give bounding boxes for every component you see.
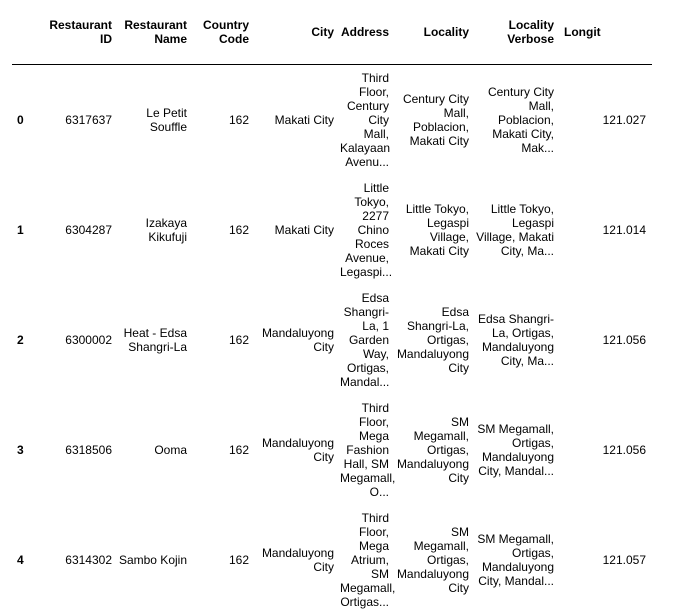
cell-locality-verbose: Edsa Shangri-La, Ortigas, Mandaluyong City, Ma... (477, 312, 554, 368)
cell-country-code: 162 (228, 223, 249, 237)
cell-address: Little Tokyo, 2277 Chino Roces Avenue, Legaspi... (340, 181, 393, 279)
cell-locality: Edsa Shangri-La, Ortigas, Mandaluyong City (396, 305, 469, 375)
cell-longitude: 121.057 (602, 553, 646, 567)
row-index: 1 (17, 223, 24, 237)
cell-longitude: 121.056 (602, 333, 646, 347)
cell-restaurant-name: Sambo Kojin (118, 553, 187, 567)
row-index: 2 (17, 333, 24, 347)
header-restaurant-name: Restaurant Name (118, 0, 193, 65)
cell-country-code: 162 (228, 333, 249, 347)
cell-city: Mandaluyong City (261, 546, 334, 574)
cell-city: Makati City (274, 223, 334, 237)
dataframe-output (12, 0, 646, 609)
cell-country-code: 162 (228, 443, 249, 457)
cell-restaurant-id: 6317637 (65, 113, 112, 127)
cell-city: Makati City (274, 113, 334, 127)
dataframe-table (12, 0, 652, 615)
cell-address: Third Floor, Mega Atrium, SM Megamall, Ortigas... (340, 511, 396, 609)
cell-restaurant-id: 6300002 (65, 333, 112, 347)
cell-address: Third Floor, Century City Mall, Kalayaan Avenu... (340, 71, 391, 169)
header-locality-verbose: Locality Verbose (475, 0, 560, 65)
cell-address: Third Floor, Mega Fashion Hall, SM Megamall, O... (340, 401, 396, 499)
row-index: 4 (17, 553, 24, 567)
cell-city: Mandaluyong City (261, 436, 334, 464)
row-index: 0 (17, 113, 24, 127)
cell-locality-verbose: SM Megamall, Ortigas, Mandaluyong City, Mandal... (477, 532, 554, 588)
header-restaurant-id: Restaurant ID (36, 0, 118, 65)
header-address: Address (340, 0, 395, 65)
cell-restaurant-name: Le Petit Souffle (146, 106, 187, 134)
table-row (12, 395, 652, 505)
cell-longitude: 121.014 (602, 223, 646, 237)
cell-restaurant-id: 6314302 (65, 553, 112, 567)
cell-locality: Little Tokyo, Legaspi Village, Makati City (405, 202, 469, 258)
cell-locality-verbose: Century City Mall, Poblacion, Makati City, Mak... (487, 85, 554, 155)
header-country-code: Country Code (193, 0, 255, 65)
cell-country-code: 162 (228, 113, 249, 127)
cell-restaurant-id: 6304287 (65, 223, 112, 237)
cell-city: Mandaluyong City (261, 326, 334, 354)
cell-restaurant-name: Ooma (154, 443, 187, 457)
cell-address: Edsa Shangri-La, 1 Garden Way, Ortigas, Mandal... (340, 291, 390, 389)
table-row (12, 285, 652, 395)
cell-restaurant-id: 6318506 (65, 443, 112, 457)
table-row (12, 175, 652, 285)
index-header (12, 0, 36, 65)
cell-locality-verbose: Little Tokyo, Legaspi Village, Makati City, Ma... (476, 202, 554, 258)
header-row (12, 0, 652, 65)
cell-locality: Century City Mall, Poblacion, Makati City (402, 92, 469, 148)
header-longitude: Longit (560, 0, 652, 65)
cell-longitude: 121.056 (602, 443, 646, 457)
cell-longitude: 121.027 (602, 113, 646, 127)
table-row (12, 65, 652, 176)
cell-country-code: 162 (228, 553, 249, 567)
row-index: 3 (17, 443, 24, 457)
header-city: City (255, 0, 340, 65)
cell-restaurant-name: Heat - Edsa Shangri-La (123, 326, 187, 354)
cell-locality: SM Megamall, Ortigas, Mandaluyong City (396, 525, 469, 595)
header-locality: Locality (395, 0, 475, 65)
table-row (12, 505, 652, 615)
cell-restaurant-name: Izakaya Kikufuji (145, 216, 187, 244)
cell-locality: SM Megamall, Ortigas, Mandaluyong City (396, 415, 469, 485)
cell-locality-verbose: SM Megamall, Ortigas, Mandaluyong City, Mandal... (477, 422, 554, 478)
